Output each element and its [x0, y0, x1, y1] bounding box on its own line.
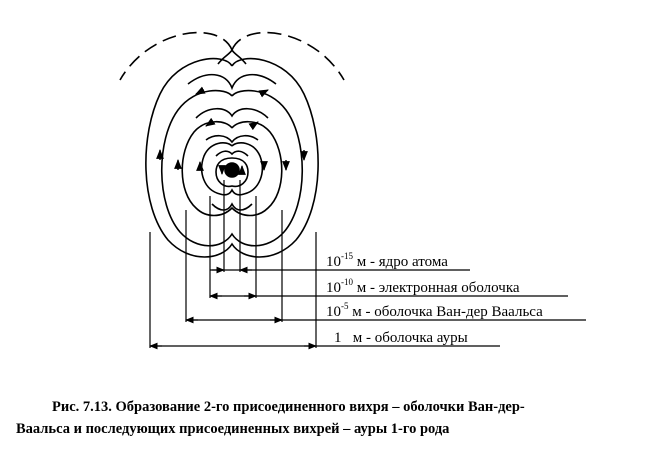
label-van-der-waals: $10^{-5}$ м - оболочка Ван-дер Ваальса [326, 301, 543, 320]
van-der-waals-inner [206, 136, 258, 142]
atom-nucleus [225, 163, 239, 177]
outer-cusp [218, 50, 246, 64]
electron-shell-inner-top [216, 151, 248, 156]
caption-line-1: Рис. 7.13. Образование 2-го присоединенного вихря – оболочки Ван-дер- [52, 399, 525, 415]
label-electron-shell: $10^{-10}$ м - электронная оболочка [326, 277, 520, 296]
aura-shell-inner-top [196, 109, 268, 118]
figure-caption [16, 396, 646, 440]
aura-shell-outer-top [188, 75, 276, 88]
caption-line-2: Ваальса и последующих присоединенных вихрей – ауры 1-го рода [16, 421, 450, 437]
label-aura: 1 м - оболочка ауры [334, 330, 468, 346]
label-nucleus: $10^{-15}$ м - ядро атома [326, 251, 448, 270]
